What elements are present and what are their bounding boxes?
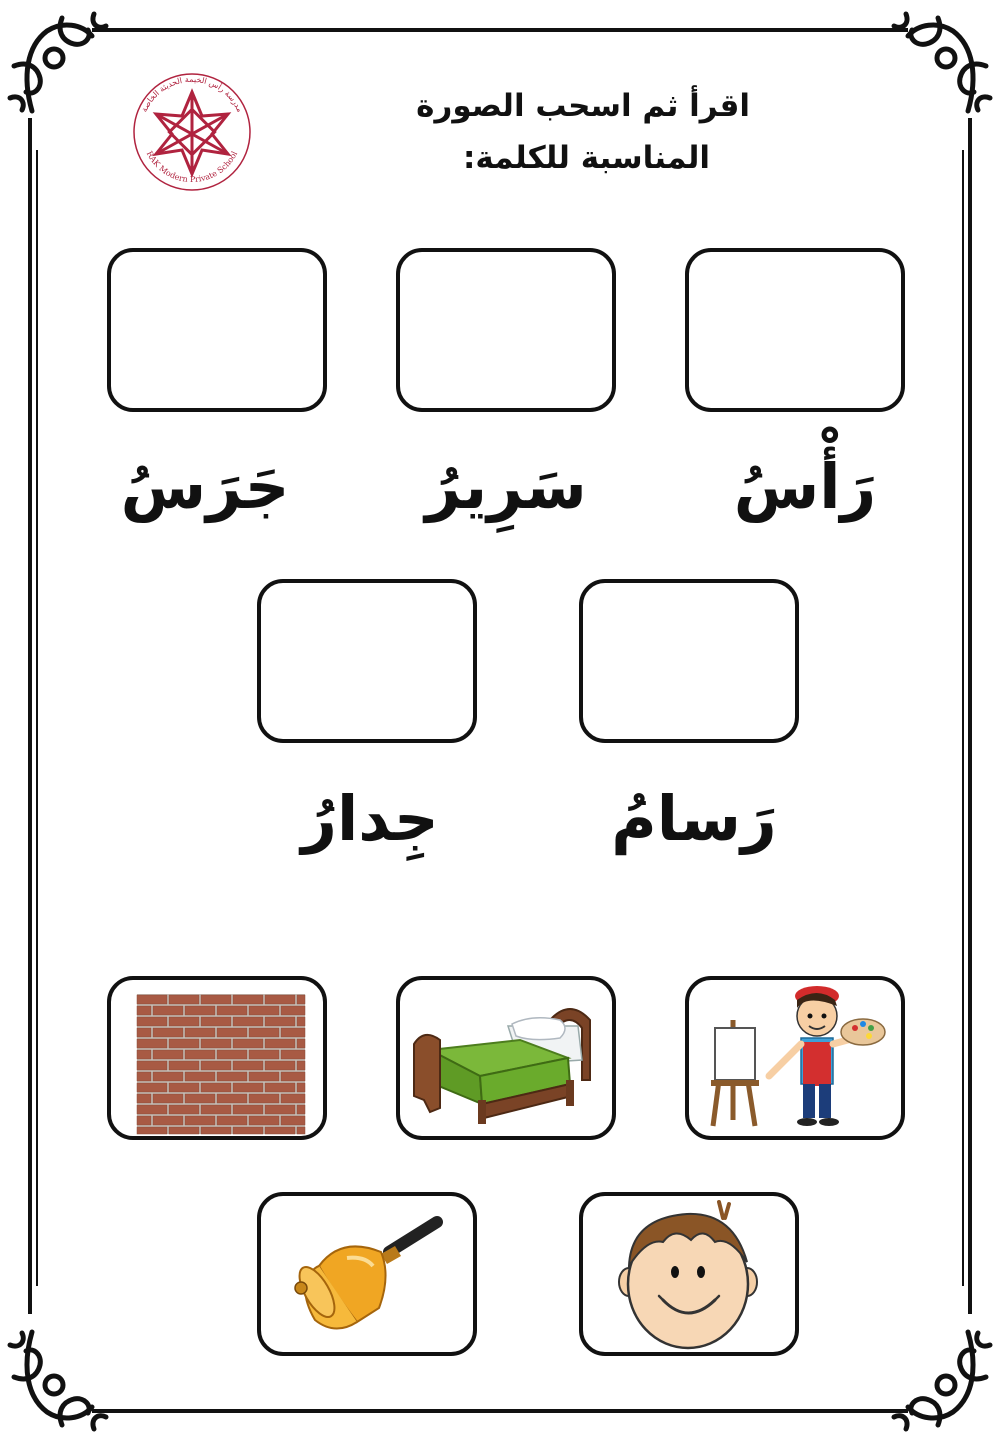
word-bed: سَرِيرُ: [425, 450, 587, 523]
word-wall: جِدارُ: [301, 782, 439, 855]
corner-ornament-bottom-left-icon: [2, 1327, 112, 1437]
picture-card-wall[interactable]: [107, 976, 327, 1140]
frame-right-line: [968, 118, 972, 1314]
brick-wall-icon: [111, 980, 323, 1136]
frame-left-inner-line: [36, 150, 38, 1286]
drop-zone-wall[interactable]: [257, 579, 477, 743]
frame-top-line: [92, 28, 908, 32]
boy-face-icon: [583, 1196, 795, 1352]
school-logo: [128, 70, 256, 194]
drop-zone-bell[interactable]: [107, 248, 327, 412]
picture-card-painter[interactable]: [685, 976, 905, 1140]
drop-zone-bed[interactable]: [396, 248, 616, 412]
frame-right-inner-line: [962, 150, 964, 1286]
drop-zone-painter[interactable]: [579, 579, 799, 743]
word-bell: جَرَسُ: [120, 450, 290, 523]
instructions-line-1: اقرأ ثم اسحب الصورة: [416, 88, 750, 124]
word-head: رَأْسُ: [733, 450, 877, 523]
bed-icon: [400, 980, 612, 1136]
instructions: [380, 80, 750, 184]
picture-card-bed[interactable]: [396, 976, 616, 1140]
bell-icon: [261, 1196, 473, 1352]
word-painter: رَسامُ: [611, 782, 777, 855]
corner-ornament-top-right-icon: [888, 6, 998, 116]
svg-text:مدرسة رأس الخيمة الحديثة الخاص: مدرسة رأس الخيمة الحديثة الخاصة: [139, 74, 245, 114]
instructions-line-2: المناسبة للكلمة:: [462, 140, 710, 176]
picture-card-bell[interactable]: [257, 1192, 477, 1356]
frame-bottom-line: [92, 1409, 908, 1413]
painter-icon: [689, 980, 901, 1136]
frame-left-line: [28, 118, 32, 1314]
svg-text:RAK Modern Private School: RAK Modern Private School: [144, 149, 240, 185]
corner-ornament-bottom-right-icon: [888, 1327, 998, 1437]
corner-ornament-top-left-icon: [2, 6, 112, 116]
drop-zone-head[interactable]: [685, 248, 905, 412]
picture-card-head[interactable]: [579, 1192, 799, 1356]
